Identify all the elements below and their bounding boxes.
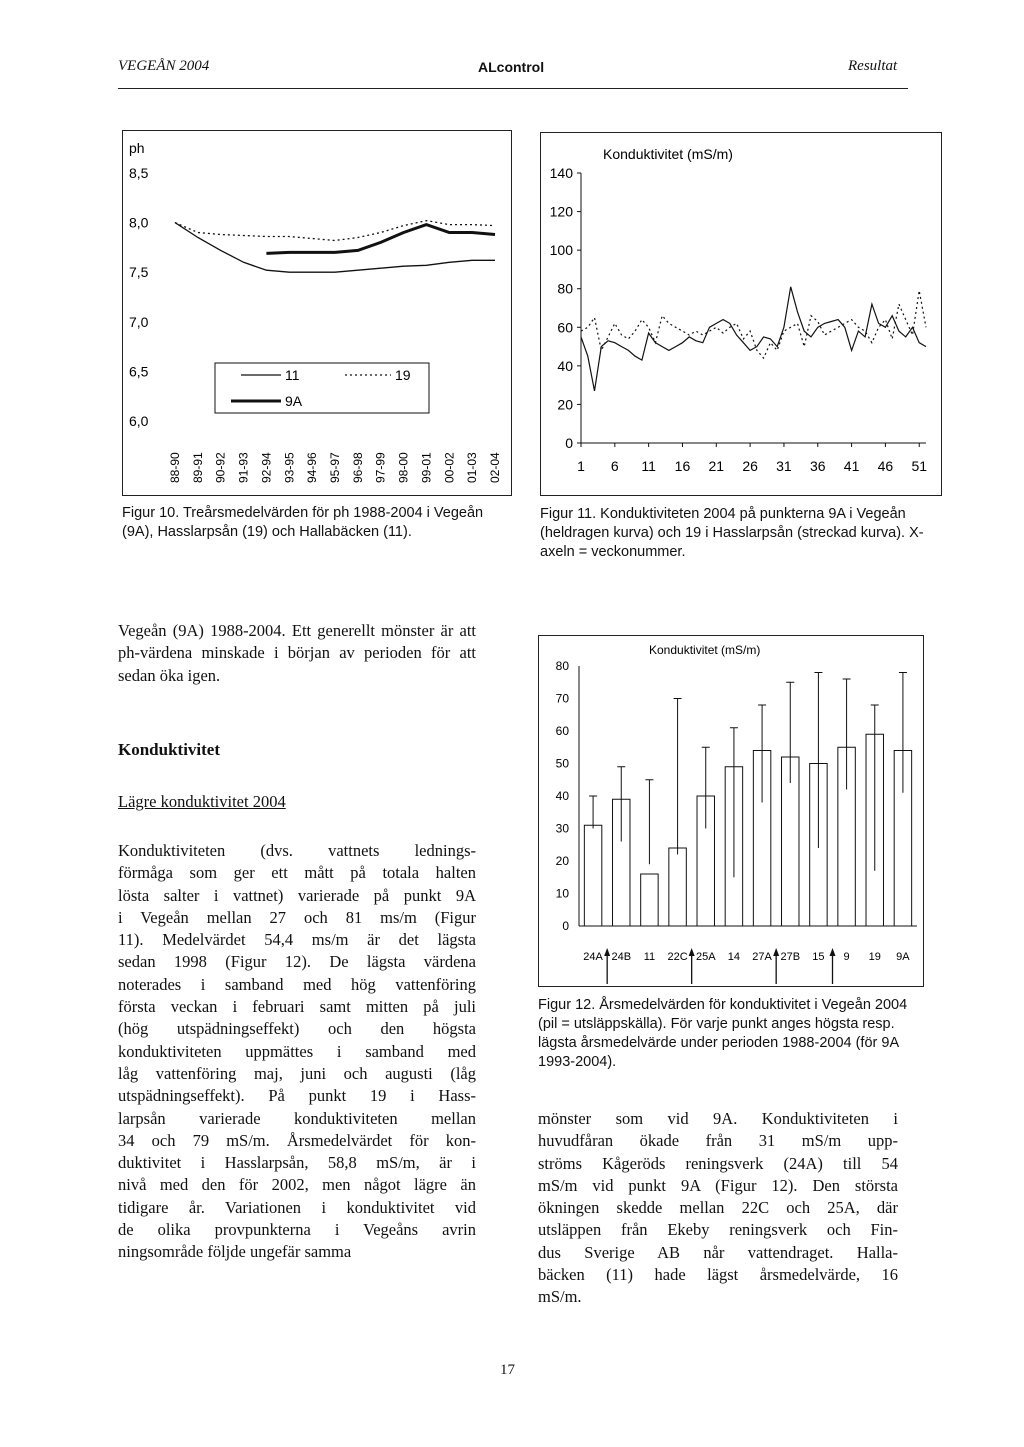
discharge-arrowhead — [604, 948, 610, 956]
x-tick-label: 94-96 — [305, 452, 320, 483]
y-tick-label: 0 — [562, 919, 569, 933]
text-line: tidigare år. Variationen i konduktivitet vid — [118, 1197, 476, 1217]
y-tick-label: 8,5 — [129, 165, 149, 181]
x-tick-label: 27B — [780, 951, 801, 963]
y-tick-label: 20 — [555, 854, 569, 868]
x-tick-label: 99-01 — [419, 452, 434, 483]
x-tick-label: 11 — [643, 951, 656, 963]
text-line: utsläppen från Ekeby reningsverk och Fin- — [538, 1220, 898, 1240]
left-body — [118, 840, 476, 1264]
y-tick-label: 6,5 — [129, 363, 149, 380]
text-line: noterades i samband med hög vattenföring — [118, 974, 476, 994]
x-tick-label: 51 — [911, 458, 928, 474]
text-line: 11). Medelvärdet 54,4 ms/m är det lägsta — [118, 930, 476, 950]
text-line: Konduktiviteten (dvs. vattnets lednings- — [118, 841, 476, 860]
x-tick-label: 25A — [695, 951, 716, 963]
fig11-caption: Figur 11. Konduktiviteten 2004 på punkterna 9A i Vegeån (heldragen kurva) och 19 i Hasslarpsån (streckad kurva). X-axeln = veckonummer. — [540, 506, 924, 560]
header-center: ALcontrol — [478, 59, 545, 75]
y-tick-label: 0 — [565, 435, 573, 451]
x-tick-label: 97-99 — [373, 452, 388, 483]
x-tick-label: 9 — [843, 951, 850, 963]
text-line: (hög utspädningseffekt) och den högsta — [118, 1019, 476, 1039]
text-line: de olika provpunkterna i Vegeåns avrin — [118, 1220, 476, 1240]
text-line: ströms Kågeröds reningsverk (24A) till 54 — [538, 1153, 898, 1173]
discharge-arrowhead — [773, 948, 779, 956]
text-line: första veckan i februari samt mitten på juli — [118, 997, 476, 1017]
text-line: låg vattenföring maj, juni och augusti (låg — [118, 1063, 476, 1083]
discharge-arrowhead — [689, 948, 695, 956]
text-line: dus Sverige AB når vattendraget. Halla- — [538, 1242, 898, 1262]
y-tick-label: 60 — [555, 724, 569, 738]
x-tick-label: 1 — [577, 458, 585, 474]
y-tick-label: 7,5 — [129, 264, 149, 281]
series-line-9A — [266, 225, 495, 254]
text-line: mS/m. — [538, 1287, 582, 1307]
text-line: lösta salter i vattnet) varierade på punkt 9A — [118, 885, 476, 905]
x-tick-label: 46 — [877, 458, 894, 474]
discharge-arrowhead — [830, 948, 836, 956]
text-line: utspädningseffekt). På punkt 19 i Hass- — [118, 1086, 476, 1106]
text-line: förmåga som ger ett mått på totala halten — [118, 863, 476, 883]
text-line: i Vegeån mellan 27 och 81 ms/m (Figur — [118, 907, 476, 927]
x-tick-label: 00-02 — [442, 452, 457, 483]
y-tick-label: 80 — [555, 659, 569, 673]
fig10-caption: Figur 10. Treårsmedelvärden för ph 1988-2004 i Vegeån (9A), Hasslarpsån (19) och Hallabäcken (11). — [122, 505, 484, 540]
fig11-chart — [541, 133, 941, 495]
legend-label-11: 11 — [285, 367, 300, 383]
x-tick-label: 88-90 — [168, 452, 182, 483]
vegean-paragraph: Vegeån (9A) 1988-2004. Ett generellt mönster är att ph-värdena minskade i början av perioden för att sedan öka igen. — [118, 621, 476, 685]
x-tick-label: 24B — [611, 951, 632, 963]
x-tick-label: 95-97 — [328, 452, 342, 483]
x-tick-label: 26 — [742, 458, 758, 474]
y-tick-label: 50 — [555, 756, 569, 771]
y-tick-label: 140 — [549, 165, 573, 181]
right-body — [538, 1108, 898, 1309]
legend-label-9A: 9A — [285, 393, 303, 409]
header-rule — [118, 88, 908, 89]
header-right: Resultat — [848, 58, 898, 74]
y-tick-label: 20 — [557, 396, 573, 413]
x-tick-label: 31 — [776, 458, 792, 474]
x-tick-label: 21 — [708, 458, 725, 474]
fig11-frame — [540, 132, 942, 496]
subheading: Lägre konduktivitet 2004 — [118, 792, 286, 811]
bar-24A — [584, 825, 601, 926]
x-tick-label: 36 — [809, 458, 826, 474]
x-tick-label: 90-92 — [213, 452, 228, 483]
text-line: duktivitet i Hasslarpsån, 58,8 mS/m, är i — [118, 1153, 476, 1173]
y-tick-label: 70 — [555, 691, 569, 706]
y-tick-label: 10 — [555, 886, 569, 901]
section-heading: Konduktivitet — [118, 740, 221, 759]
x-tick-label: 96-98 — [350, 452, 365, 483]
x-tick-label: 19 — [868, 951, 881, 963]
y-tick-label: 100 — [549, 242, 573, 259]
x-tick-label: 93-95 — [282, 452, 297, 483]
x-tick-label: 15 — [812, 951, 825, 963]
text-line: nivå med den för 2002, men något lägre än — [118, 1175, 476, 1195]
y-tick-label: 120 — [549, 203, 573, 220]
y-tick-label: 7,0 — [129, 313, 149, 330]
x-tick-label: 16 — [674, 458, 691, 474]
series-line-9A — [581, 287, 926, 391]
text-line: konduktiviteten uppmättes i samband med — [118, 1041, 476, 1061]
x-tick-label: 24A — [583, 951, 603, 963]
x-tick-label: 89-91 — [190, 452, 205, 483]
fig12-chart — [539, 636, 923, 986]
x-tick-label: 01-03 — [465, 452, 480, 483]
y-tick-label: 30 — [555, 821, 569, 836]
text-line: ningsområde följde ungefär samma — [118, 1242, 352, 1262]
text-line: sedan 1998 (Figur 12). De lägsta värdena — [118, 952, 476, 972]
x-tick-label: 9A — [896, 951, 910, 963]
legend-label-19: 19 — [395, 367, 411, 383]
fig12-caption: Figur 12. Årsmedelvärden för konduktivitet i Vegeån 2004 (pil = utsläppskälla). För varje punkt anges högsta resp. lägsta årsmedelvärde under perioden 1988-2004 (för 9A 1993-2004). — [538, 997, 908, 1070]
text-line: 34 och 79 mS/m. Årsmedelvärdet för kon- — [118, 1130, 476, 1150]
fig10-chart — [123, 131, 511, 495]
x-tick-label: 6 — [610, 458, 619, 474]
x-tick-label: 41 — [843, 458, 860, 474]
y-tick-label: 40 — [555, 789, 569, 803]
text-line: huvudfåran ökade från 31 mS/m upp- — [538, 1131, 898, 1151]
text-line: larpsån varierade konduktiviteten mellan — [118, 1108, 476, 1128]
x-tick-label: 98-00 — [396, 452, 411, 483]
chart-title: Konduktivitet (mS/m) — [603, 146, 733, 162]
fig12-frame — [538, 635, 924, 987]
y-tick-label: 8,0 — [129, 214, 149, 231]
y-tick-label: 80 — [557, 280, 573, 297]
y-tick-label: 60 — [557, 319, 573, 336]
text-line: mönster som vid 9A. Konduktiviteten i — [538, 1109, 898, 1128]
bar-11 — [641, 874, 658, 926]
x-tick-label: 91-93 — [236, 452, 251, 483]
x-tick-label: 11 — [641, 458, 656, 474]
x-tick-label: 22C — [667, 951, 688, 963]
text-line: bäcken (11) hade lägst årsmedelvärde, 16 — [538, 1265, 898, 1285]
chart-title: Konduktivitet (mS/m) — [649, 643, 761, 657]
y-axis-label: ph — [129, 140, 145, 156]
text-line: ökningen skedde mellan 22C och 25A, där — [538, 1198, 898, 1218]
y-tick-label: 40 — [557, 357, 573, 374]
x-tick-label: 14 — [727, 951, 741, 963]
page-number: 17 — [500, 1362, 515, 1378]
x-tick-label: 27A — [752, 951, 772, 963]
x-tick-label: 02-04 — [488, 452, 502, 483]
series-line-11 — [175, 223, 495, 273]
x-tick-label: 92-94 — [259, 452, 274, 483]
fig10-frame — [122, 130, 512, 496]
y-tick-label: 6,0 — [129, 413, 149, 429]
header-left: VEGEÅN 2004 — [118, 58, 210, 74]
text-line: mS/m vid punkt 9A (Figur 12). Den största — [538, 1175, 898, 1195]
bar-22C — [669, 848, 686, 926]
